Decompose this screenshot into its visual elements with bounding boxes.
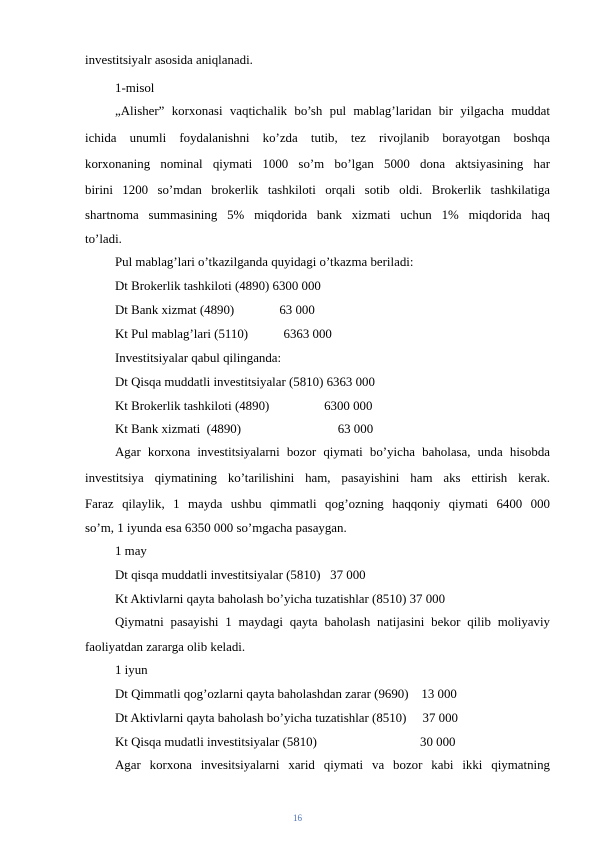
text-line-13: Investitsiyalar qabul qilinganda:: [115, 351, 282, 365]
entry-line-10: Dt Aktivlarni qayta baholash bo’yicha tuzatishlar (8510) 37 000: [115, 711, 458, 725]
text-line-5: korxonaning nominal qiymati 1000 so’m bo’lgan 5000 dona aktsiyasining har: [85, 157, 550, 171]
text-line-19: Faraz qilaylik, 1 mayda ushbu qimmatli qog’ozning haqqoniy qiymati 6400 000: [85, 497, 550, 511]
text-line-24: Qiymatni pasayishi 1 maydagi qayta baholash natijasini bekor qilib moliyaviy: [115, 615, 550, 629]
text-line-6: birini 1200 so’mdan brokerlik tashkiloti orqali sotib oldi. Brokerlik tashkilatiga: [85, 183, 550, 197]
date-heading-may: 1 may: [115, 544, 147, 558]
page-number: 16: [293, 813, 302, 823]
entry-line-1: Dt Brokerlik tashkiloti (4890) 6300 000: [115, 279, 321, 293]
text-line-25: faoliyatdan zararga olib keladi.: [85, 640, 246, 654]
entry-line-3: Kt Pul mablag’lari (5110) 6363 000: [115, 327, 332, 341]
text-line-4: ichida unumli foydalanishni ko’zda tutib, tez rivojlanib borayotgan boshqa: [85, 131, 550, 145]
text-line-8: to’ladi.: [85, 232, 122, 246]
text-line-1: investitsiyalr asosida aniqlanadi.: [85, 53, 253, 67]
text-line-7: shartnoma summasining 5% miqdorida bank xizmati uchun 1% miqdorida haq: [85, 208, 550, 222]
entry-line-5: Kt Brokerlik tashkiloti (4890) 6300 000: [115, 399, 373, 413]
text-line-30: Agar korxona invesitsiyalarni xarid qiymati va bozor kabi ikki qiymatning: [115, 758, 550, 772]
entry-line-11: Kt Qisqa mudatli investitsiyalar (5810) 30 000: [115, 735, 456, 749]
date-heading-june: 1 iyun: [115, 663, 148, 677]
entry-line-9: Dt Qimmatli qog’ozlarni qayta baholashdan zarar (9690) 13 000: [115, 687, 457, 701]
entry-line-2: Dt Bank xizmat (4890) 63 000: [115, 303, 315, 317]
text-line-9: Pul mablag’lari o’tkazilganda quyidagi o’tkazma beriladi:: [115, 255, 414, 269]
example-heading: 1-misol: [115, 81, 155, 95]
entry-line-4: Dt Qisqa muddatli investitsiyalar (5810) 6363 000: [115, 375, 375, 389]
text-line-3: „Alisher” korxonasi vaqtichalik bo’sh pul mablag’laridan bir yilgacha muddat: [115, 104, 550, 118]
entry-line-7: Dt qisqa muddatli investitsiyalar (5810) 37 000: [115, 568, 366, 582]
entry-line-8: Kt Aktivlarni qayta baholash bo’yicha tuzatishlar (8510) 37 000: [115, 592, 446, 606]
text-line-17: Agar korxona investitsiyalarni bozor qiymati bo’yicha baholasa, unda hisobda: [115, 445, 550, 459]
entry-line-6: Kt Bank xizmati (4890) 63 000: [115, 422, 374, 436]
text-line-18: investitsiya qiymatining ko’tarilishini ham, pasayishini ham aks ettirish kerak.: [85, 471, 550, 485]
text-line-20: so’m, 1 iyunda esa 6350 000 so’mgacha pasaygan.: [85, 521, 347, 535]
